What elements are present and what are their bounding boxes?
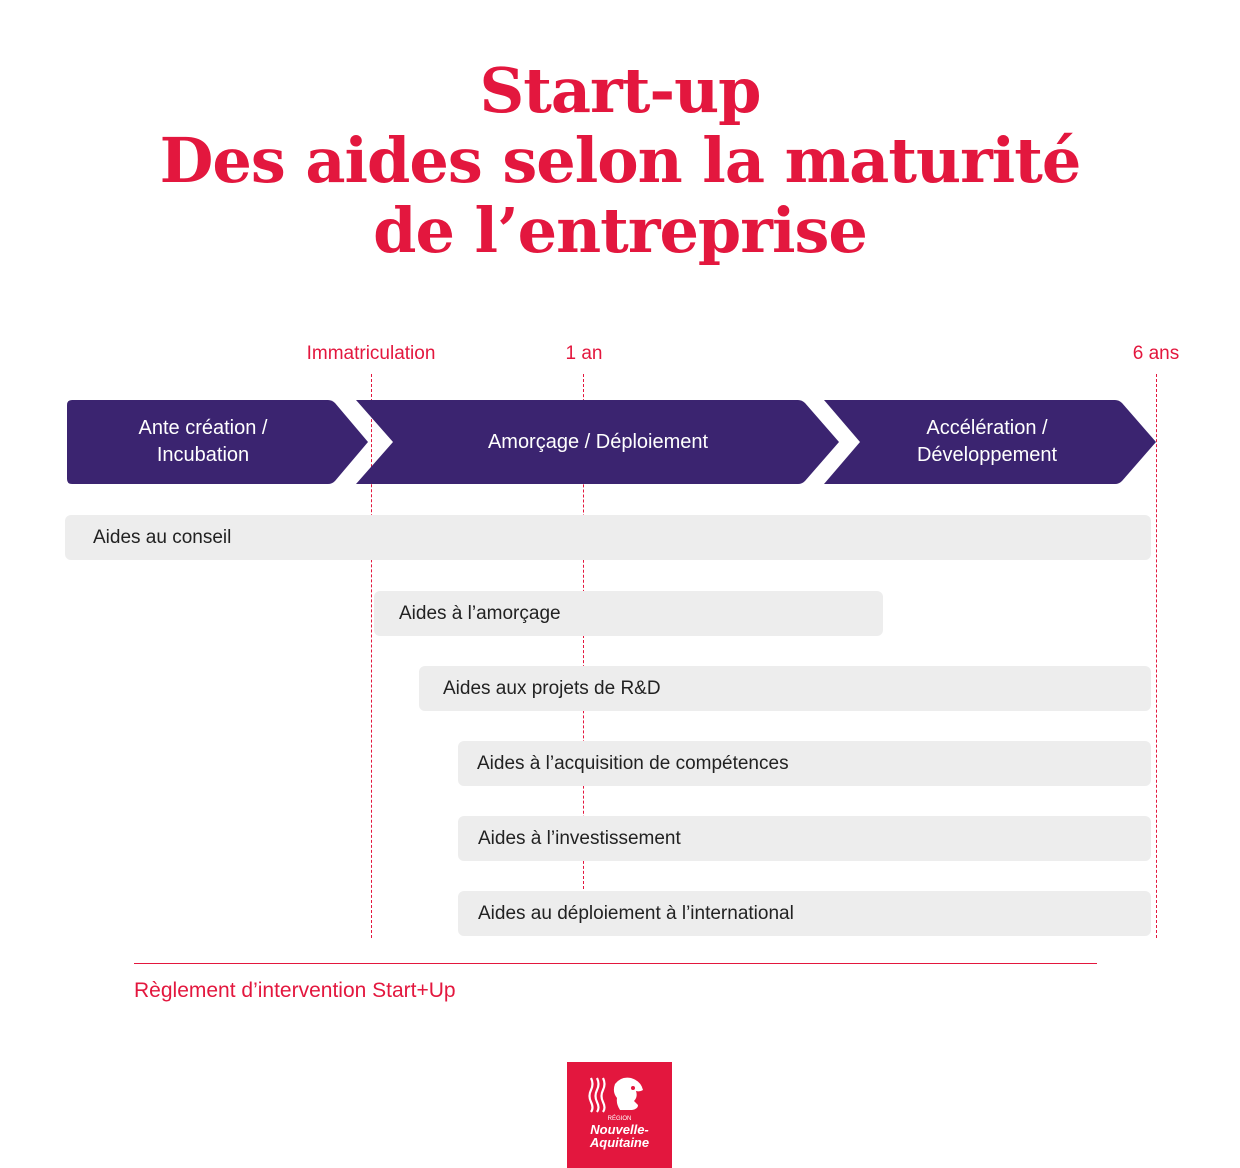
aid-label-investissement: Aides à l’investissement xyxy=(478,827,681,849)
region-logo xyxy=(567,1062,672,1168)
aid-label-rd: Aides aux projets de R&D xyxy=(443,677,661,699)
footer-reference[interactable]: Règlement d’intervention Start+Up xyxy=(134,979,456,1002)
phase-label-amorcage: Amorçage / Déploiement xyxy=(487,430,709,453)
aid-label-conseil: Aides au conseil xyxy=(93,526,232,548)
title-line-2: Des aides selon la maturité xyxy=(159,124,1081,197)
milestone-immatriculation: Immatriculation xyxy=(306,343,436,364)
aid-bar-competences xyxy=(458,741,1151,786)
aid-label-international: Aides au déploiement à l’international xyxy=(478,902,794,924)
aid-bar-rd xyxy=(419,666,1151,711)
aid-label-amorcage: Aides à l’amorçage xyxy=(399,602,561,624)
aid-bar-international xyxy=(458,891,1151,936)
phase-label-acceleration: Accélération / Développement xyxy=(916,417,1058,466)
title-line-3: de l’entreprise xyxy=(373,194,867,267)
milestone-6-ans: 6 ans xyxy=(1132,343,1180,364)
aid-label-competences: Aides à l’acquisition de compétences xyxy=(477,752,789,774)
aid-bar-conseil xyxy=(65,515,1151,560)
logo-name-line-2: Aquitaine xyxy=(589,1135,650,1150)
logo-region-text: RÉGION xyxy=(607,1116,632,1122)
phase-label-ante-creation: Ante création / Incubation xyxy=(138,417,268,466)
milestone-1-an: 1 an xyxy=(565,343,603,364)
lion-icon xyxy=(587,1074,651,1114)
title-line-1: Start-up xyxy=(479,54,761,127)
footer-divider xyxy=(134,963,1097,964)
logo-name-line-1: Nouvelle- xyxy=(590,1122,649,1137)
aid-bar-investissement xyxy=(458,816,1151,861)
logo-name xyxy=(567,1123,672,1149)
aid-bar-amorcage xyxy=(374,591,883,636)
